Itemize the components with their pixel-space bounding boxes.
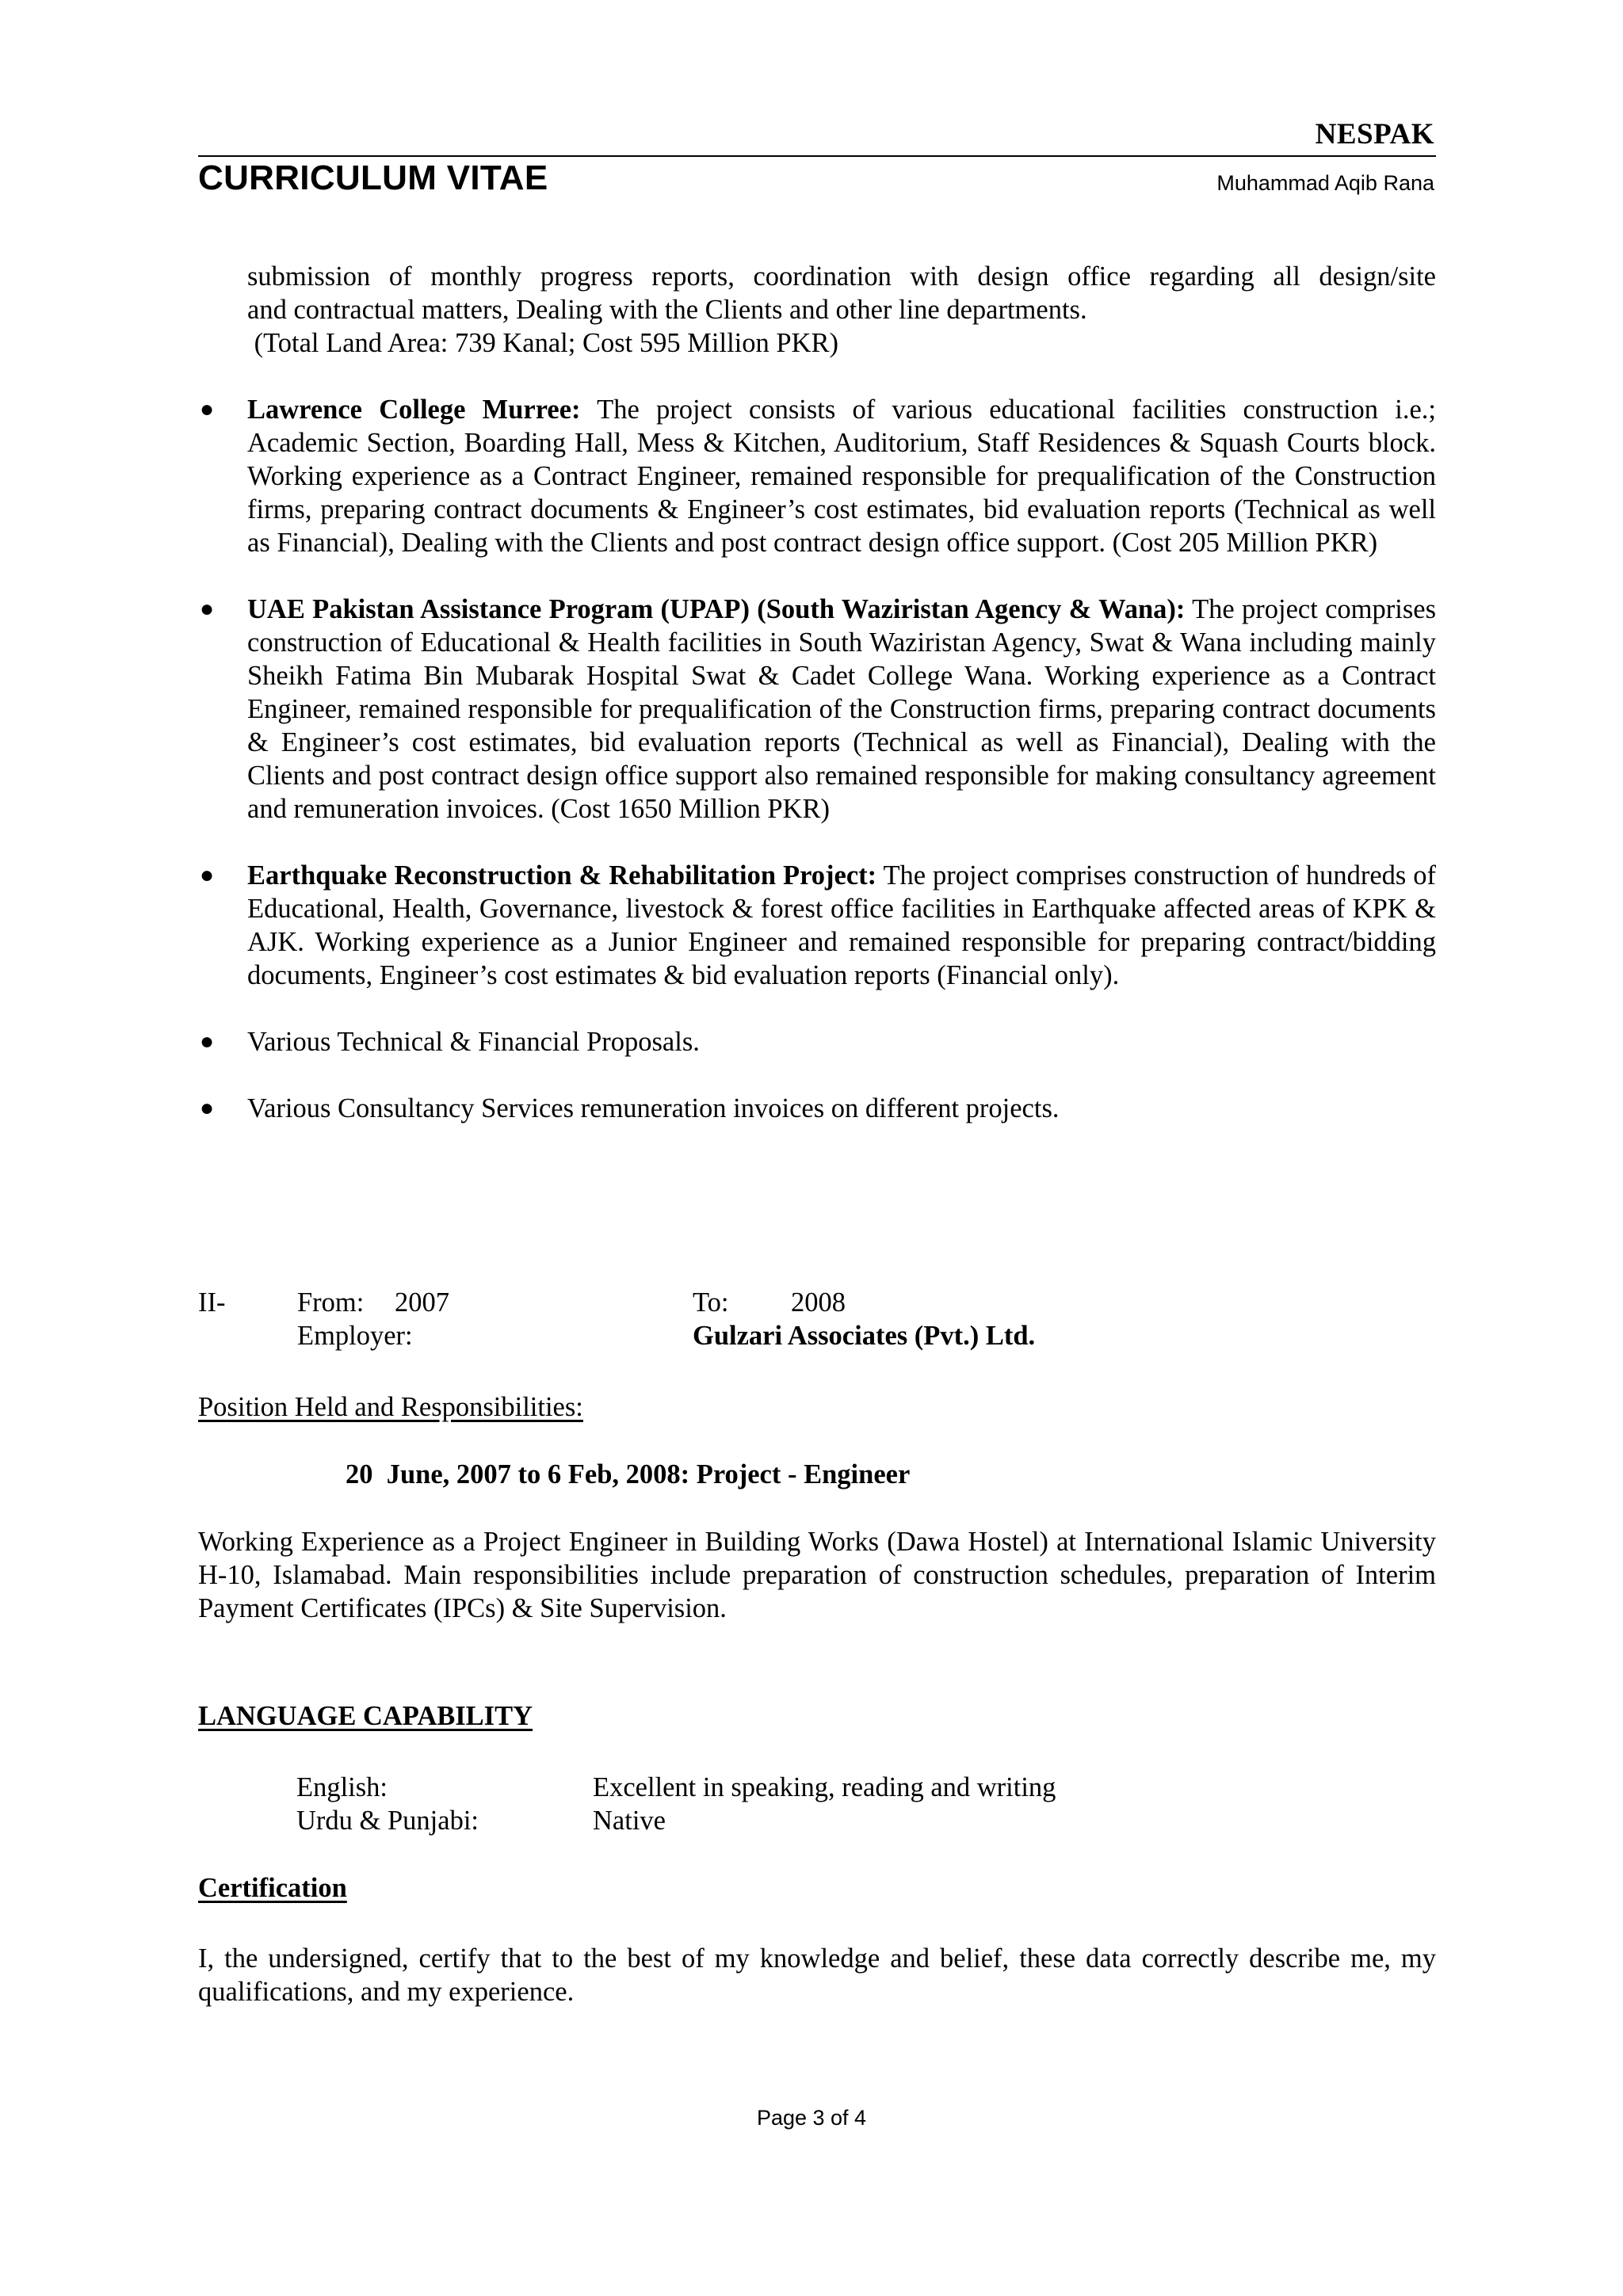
from-label: From: — [297, 1287, 365, 1318]
position-heading: Position Held and Responsibilities: — [198, 1392, 583, 1422]
page-number: Page 3 of 4 — [756, 2106, 867, 2130]
language-row — [296, 1804, 1247, 1837]
language-name: English: — [296, 1772, 388, 1802]
header-organization: NESPAK — [1315, 118, 1434, 151]
list-item — [198, 593, 1436, 826]
project-title: Lawrence College Murree: — [247, 395, 581, 425]
employment-block — [198, 1286, 1436, 1352]
employer-row — [198, 1319, 1436, 1352]
list-item — [198, 1025, 1436, 1058]
language-table — [296, 1771, 1247, 1837]
continued-line-3: (Total Land Area: 739 Kanal; Cost 595 Million PKR) — [247, 328, 838, 358]
page-title: CURRICULUM VITAE — [198, 158, 548, 197]
continued-paragraph — [247, 260, 1436, 360]
employment-number: II- — [198, 1287, 226, 1318]
to-label: To: — [693, 1287, 729, 1318]
certification-heading: Certification — [198, 1873, 347, 1903]
list-item — [198, 859, 1436, 992]
project-text: The project consists of various educational facilities construction i.e.; Academic Section, Boarding Hall, Mess & Kitchen, Auditorium, Staff Residences & Squash Courts block. Working experience as a Contract Engineer, remained responsible for prequalification of the Construction firms, preparing contract documents & Engineer’s cost estimates, bid evaluation reports (Technical as well as Financial), Dealing with the Clients and post contract design office support. (Cost 205 Million PKR) — [247, 395, 1436, 558]
position-subheading: 20 June, 2007 to 6 Feb, 2008: Project - Engineer — [346, 1459, 911, 1489]
project-title: UAE Pakistan Assistance Program (UPAP) (South Waziristan Agency & Wana): — [247, 594, 1186, 624]
bullet-icon: ● — [200, 1095, 215, 1121]
position-description: Working Experience as a Project Engineer in Building Works (Dawa Hostel) at International Islamic University H-10, Islamabad. Main responsibilities include preparation of construction schedules, preparation of Interim Payment Certificates (IPCs) & Site Supervision. — [198, 1527, 1436, 1623]
continued-line-2: and contractual matters, Dealing with the Clients and other line departments. — [247, 295, 1087, 325]
bullet-icon: ● — [200, 862, 215, 888]
language-name: Urdu & Punjabi: — [296, 1806, 479, 1836]
header-person-name: Muhammad Aqib Rana — [1216, 171, 1434, 195]
list-item — [198, 1092, 1436, 1125]
employment-dates-row — [198, 1286, 1436, 1319]
project-title: Earthquake Reconstruction & Rehabilitation Project: — [247, 860, 877, 891]
employer-label: Employer: — [297, 1321, 413, 1351]
bullet-icon: ● — [200, 596, 215, 622]
project-text: Various Consultancy Services remuneration invoices on different projects. — [247, 1093, 1060, 1123]
header-divider — [198, 155, 1436, 157]
list-item — [198, 393, 1436, 559]
certification-text: I, the undersigned, certify that to the best of my knowledge and belief, these data correctly describe me, my qualifications, and my experience. — [198, 1943, 1436, 2007]
continued-line-1: submission of monthly progress reports, coordination with design office regarding all design/site — [247, 261, 1436, 292]
project-text: The project comprises construction of hundreds of Educational, Health, Governance, livestock & forest office facilities in Earthquake affected areas of KPK & AJK. Working experience as a Junior Engineer and remained responsible for preparing contract/bidding documents, Engineer’s cost estimates & bid evaluation reports (Financial only). — [247, 860, 1437, 990]
language-level: Native — [593, 1806, 666, 1836]
to-year: 2008 — [791, 1287, 846, 1318]
project-text: The project comprises construction of Educational & Health facilities in South Waziristan Agency, Swat & Wana including mainly Sheikh Fatima Bin Mubarak Hospital Swat & Cadet College Wana. Working experience as a Contract Engineer, remained responsible for prequalification of the Construction firms, preparing contract documents & Engineer’s cost estimates, bid evaluation reports (Technical as well as Financial), Dealing with the Clients and post contract design office support also remained responsible for making consultancy agreement and remuneration invoices. (Cost 1650 Million PKR) — [247, 594, 1437, 824]
project-list — [198, 393, 1436, 1158]
language-heading: LANGUAGE CAPABILITY — [198, 1701, 533, 1731]
language-level: Excellent in speaking, reading and writing — [593, 1772, 1056, 1802]
from-year: 2007 — [395, 1287, 449, 1318]
language-row — [296, 1771, 1247, 1804]
bullet-icon: ● — [200, 1028, 215, 1055]
project-text: Various Technical & Financial Proposals. — [247, 1027, 700, 1057]
bullet-icon: ● — [200, 396, 215, 422]
employer-name: Gulzari Associates (Pvt.) Ltd. — [693, 1321, 1036, 1351]
